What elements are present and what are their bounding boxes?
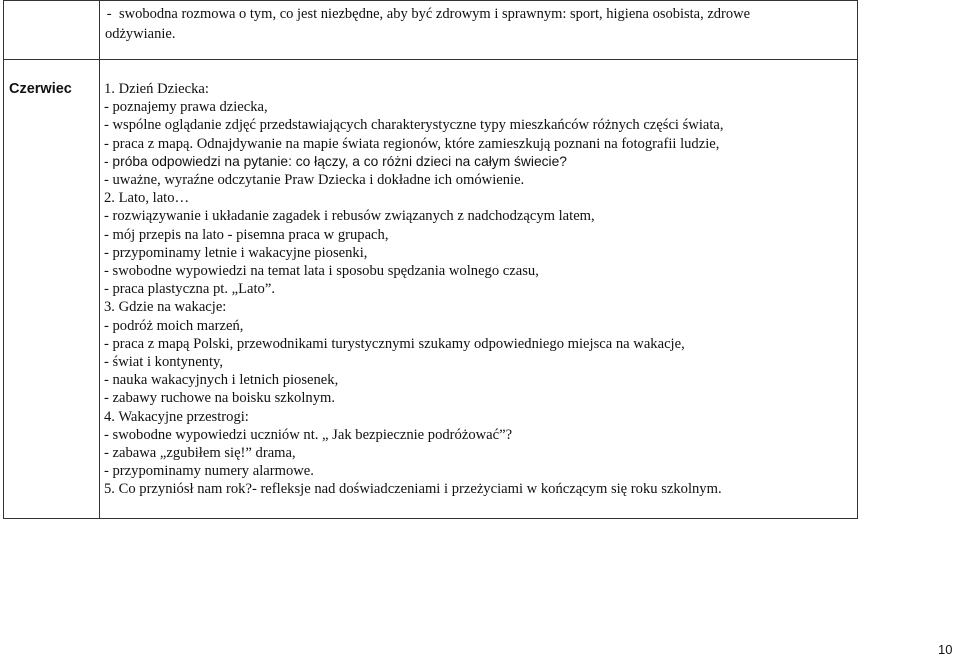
text-line: swobodna rozmowa o tym, co jest niezbędne, aby być zdrowym i sprawnym: sport, higiena osobista, zdrowe (119, 6, 751, 22)
list-item: 4. Wakacyjne przestrogi: (104, 408, 249, 425)
curriculum-table (3, 0, 858, 519)
list-item: - zabawy ruchowe na boisku szkolnym. (104, 390, 336, 407)
list-item: - świat i kontynenty, (104, 354, 224, 371)
list-item: - próba odpowiedzi na pytanie: co łączy, a co różni dzieci na całym świecie? (104, 153, 567, 169)
list-item: - wspólne oglądanie zdjęć przedstawiających charakterystyczne typy mieszkańców różnych części świata, (104, 117, 724, 134)
table-row (4, 1, 858, 60)
list-item: - swobodne wypowiedzi uczniów nt. „ Jak bezpiecznie podróżować”? (104, 426, 513, 443)
dash-bullet: - (105, 7, 114, 23)
list-item: - praca z mapą Polski, przewodnikami turystycznymi szukamy odpowiedniego miejsca na wakacje, (104, 335, 685, 352)
list-item: - swobodne wypowiedzi na temat lata i sposobu spędzania wolnego czasu, (104, 263, 539, 280)
list-item: - podróż moich marzeń, (104, 317, 244, 334)
month-label: Czerwiec (9, 81, 72, 97)
month-cell-empty (4, 1, 100, 60)
list-item: 3. Gdzie na wakacje: (104, 299, 227, 316)
list-item: - praca z mapą. Odnajdywanie na mapie świata regionów, które zamieszkują poznani na fotografii ludzie, (104, 135, 720, 152)
list-item: 1. Dzień Dziecka: (104, 81, 209, 97)
activity-list (100, 60, 857, 499)
list-item: - poznajemy prawa dziecka, (104, 99, 268, 116)
list-item: - mój przepis na lato - pisemna praca w grupach, (104, 226, 389, 243)
text-line: odżywianie. (105, 26, 176, 42)
month-cell (4, 60, 100, 519)
content-cell (100, 60, 858, 519)
list-item: 5. Co przyniósł nam rok?- refleksje nad doświadczeniami i przeżyciami w kończącym się roku szkolnym. (104, 481, 722, 498)
content-cell (100, 1, 858, 60)
list-item: - przypominamy letnie i wakacyjne piosenki, (104, 244, 368, 261)
list-item: - rozwiązywanie i układanie zagadek i rebusów związanych z nadchodzącym latem, (104, 208, 595, 225)
page-number: 10 (938, 642, 953, 657)
list-item: - nauka wakacyjnych i letnich piosenek, (104, 372, 339, 389)
list-item: - przypominamy numery alarmowe. (104, 463, 314, 480)
list-item: 2. Lato, lato… (104, 190, 190, 207)
table-row (4, 60, 858, 519)
list-item: - zabawa „zgubiłem się!” drama, (104, 445, 296, 462)
list-item: - uważne, wyraźne odczytanie Praw Dziecka i dokładne ich omówienie. (104, 172, 525, 189)
list-item: - praca plastyczna pt. „Lato”. (104, 281, 275, 298)
continued-text (100, 1, 857, 44)
